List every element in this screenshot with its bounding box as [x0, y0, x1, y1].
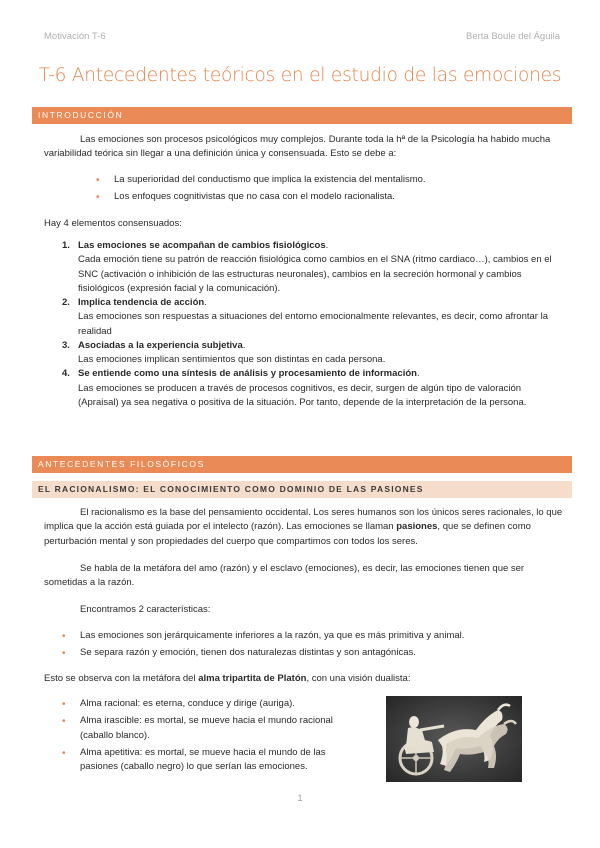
list-item: [62, 339, 562, 368]
bullet-icon: •: [96, 192, 100, 204]
page-number: 1: [297, 793, 303, 803]
item-body: Las emociones son respuestas a situaciones del entorno emocionalmente relevantes, es decir, como afrontar la realidad: [78, 311, 548, 337]
item-heading: Las emociones se acompañan de cambios fisiológicos: [78, 240, 326, 251]
intro-bullet-list: [96, 173, 556, 208]
racionalismo-paragraph: [44, 506, 566, 549]
characteristics-intro: Encontramos 2 características:: [80, 604, 211, 615]
chariot-sculpture-icon: [386, 696, 522, 782]
item-tail: .: [416, 368, 420, 380]
chariot-sculpture-image: [386, 696, 522, 782]
item-number: 2.: [62, 297, 70, 308]
text-run-bold: alma tripartita de Platón: [198, 673, 307, 684]
bullet-text: Alma irascible: es mortal, se mueve hacia el mundo racional (caballo blanco).: [80, 715, 333, 741]
list-item: [62, 367, 562, 410]
bullet-icon: •: [62, 747, 66, 759]
subsection-band-racionalismo: EL RACIONALISMO: EL CONOCIMIENTO COMO DOMINIO DE LAS PASIONES: [32, 481, 572, 498]
list-item: [62, 629, 562, 643]
header-left: Motivación T-6: [44, 31, 106, 42]
item-body: Las emociones se producen a través de procesos cognitivos, es decir, surgen de algún tipo de valoración (Apraisal) ya sea negativa o positiva de la situación. Por tanto, depende de la interpretación de la persona.: [78, 382, 527, 408]
bullet-icon: •: [96, 175, 100, 186]
text-run-bold: pasiones: [396, 521, 438, 533]
bullet-text: Alma apetitiva: es mortal, se mueve hacia el mundo de las pasiones (caballo negro) lo que serían las emociones.: [80, 746, 326, 772]
bullet-icon: •: [62, 699, 66, 710]
item-tail: .: [325, 240, 329, 251]
list-item: [62, 697, 352, 711]
bullet-text: La superioridad del conductismo que implica la existencia del mentalismo.: [114, 174, 426, 185]
bullet-icon: •: [62, 648, 66, 660]
characteristics-list: [62, 629, 562, 664]
list-item: [62, 239, 562, 296]
item-body: Cada emoción tiene su patrón de reacción fisiológica como cambios en el SNA (ritmo cardiaco…), cambios en el SNC (activación o inhibición de las estructuras neuronales), cambios en la secreción hormonal y cambios fisiológicos (expresión facial y la comunicación).: [78, 254, 552, 294]
section-band-antecedentes: ANTECEDENTES FILOSÓFICOS: [32, 456, 572, 473]
text-run: El racionalismo es la base del pensamiento occidental. Los seres humanos son los únicos seres racionales, lo que implica que la acción está guiada por el intelecto (razón). Las emociones se llaman: [44, 507, 563, 533]
item-number: 1.: [62, 240, 70, 251]
bullet-text: Alma racional: es eterna, conduce y dirige (auriga).: [80, 698, 295, 709]
bullet-icon: •: [62, 716, 66, 728]
text-run: Esto se observa con la metáfora del: [44, 673, 199, 684]
bullet-text: Los enfoques cognitivistas que no casa con el modelo racionalista.: [114, 191, 395, 203]
list-item: [62, 646, 562, 660]
bullet-text: Las emociones son jerárquicamente inferiores a la razón, ya que es más primitiva y animal.: [80, 630, 465, 641]
item-number: 3.: [62, 339, 70, 351]
item-tail: .: [204, 297, 207, 308]
consensus-intro: Hay 4 elementos consensuados:: [44, 218, 182, 229]
text-run: , con una visión dualista:: [306, 673, 411, 684]
item-heading: Asociadas a la experiencia subjetiva: [78, 339, 243, 351]
alma-list: [62, 697, 352, 777]
section-band-introduccion: INTRODUCCIÓN: [32, 107, 572, 124]
bullet-text: Se separa razón y emoción, tienen dos naturalezas distintas y son antagónicas.: [80, 647, 416, 659]
item-heading: Implica tendencia de acción: [78, 297, 205, 308]
item-heading: Se entiende como una síntesis de análisis y procesamiento de información: [78, 368, 417, 380]
item-number: 4.: [62, 368, 70, 380]
item-tail: .: [242, 339, 246, 351]
page-title: T-6 Antecedentes teóricos en el estudio de las emociones: [38, 65, 562, 86]
list-item: [96, 190, 556, 204]
text-run: , que se definen como perturbación mental y son propiedades del cuerpo que compartimos con todos los seres.: [44, 521, 531, 547]
list-item: [96, 173, 556, 187]
list-item: [62, 296, 562, 339]
list-item: [62, 714, 352, 743]
intro-paragraph: Las emociones son procesos psicológicos muy complejos. Durante toda la hª de la Psicología ha habido mucha variabilidad teórica sin llegar a una definición única y consensuada. Esto se debe a:: [44, 134, 551, 160]
list-item: [62, 746, 352, 775]
metaphor-paragraph: Se habla de la metáfora del amo (razón) y el esclavo (emociones), es decir, las emociones tienen que ser sometidas a la razón.: [44, 563, 525, 589]
platon-paragraph: [44, 672, 566, 686]
bullet-icon: •: [62, 631, 66, 642]
header-right: Berta Boule del Águila: [465, 31, 560, 42]
consensus-list: [62, 239, 562, 410]
item-body: Las emociones implican sentimientos que son distintas en cada persona.: [78, 354, 386, 365]
